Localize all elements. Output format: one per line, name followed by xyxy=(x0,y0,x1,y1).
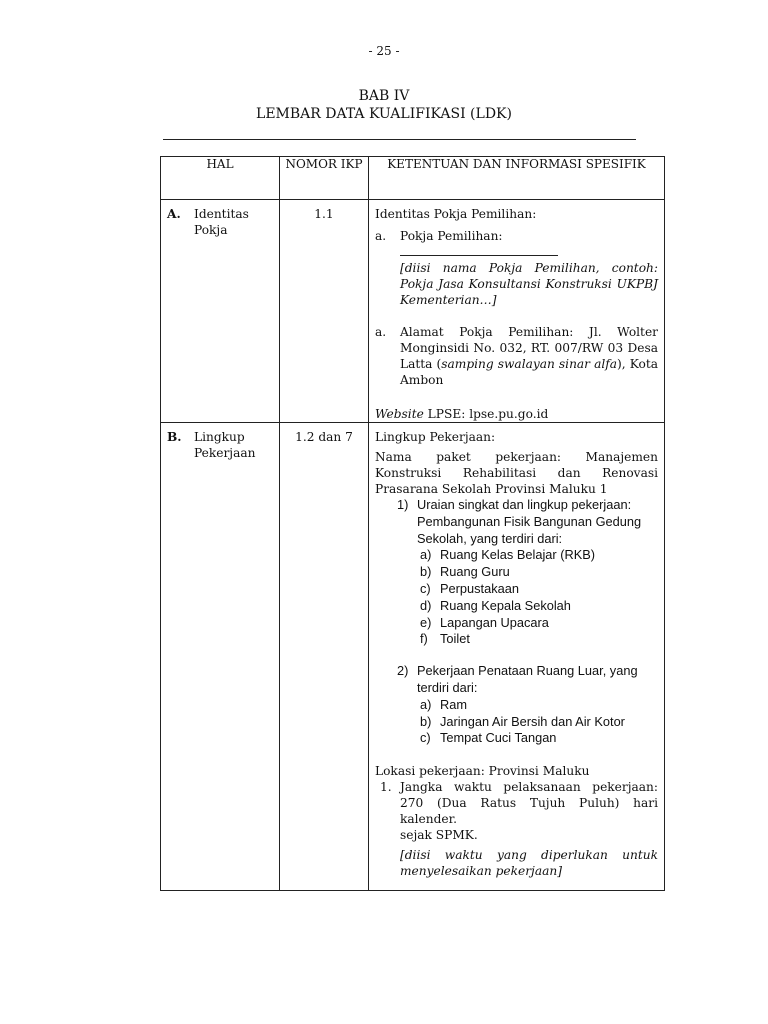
uraian-item-text: Ruang Guru xyxy=(440,564,510,580)
table-header-row xyxy=(161,157,665,200)
penataan-item-text: Jaringan Air Bersih dan Air Kotor xyxy=(440,713,625,729)
uraian-list-item xyxy=(420,547,658,564)
uraian-item xyxy=(397,497,658,547)
website-value: LPSE: lpse.pu.go.id xyxy=(423,407,549,421)
penataan-list-item xyxy=(420,714,658,731)
uraian-list-item xyxy=(420,598,658,615)
jangka-sejak: sejak SPMK. xyxy=(400,828,478,843)
alamat-item xyxy=(375,324,658,388)
penataan-item-text: Ram xyxy=(440,696,468,712)
header-hal: HAL xyxy=(161,157,280,200)
uraian-block xyxy=(375,497,658,648)
pokja-label: Pokja Pemilihan: xyxy=(400,229,503,243)
uraian-item-text: Perpustakaan xyxy=(440,580,519,596)
penataan-list xyxy=(375,697,658,747)
alamat-text-pre: Alamat Pokja Pemilihan: Jl. Wolter Monginsidi No. 032, RT. 007/RW 03 Desa Latta ( xyxy=(400,325,658,371)
uraian-list-item xyxy=(420,564,658,581)
lingkup-intro: Lingkup Pekerjaan: xyxy=(375,430,496,444)
table-row-identitas xyxy=(161,200,665,423)
penataan-item-marker: b) xyxy=(420,713,432,729)
alamat-landmark: samping swalayan sinar alfa xyxy=(441,357,618,371)
penataan-block xyxy=(375,663,658,747)
header-nomor-ikp: NOMOR IKP xyxy=(280,157,369,200)
uraian-item-text: Ruang Kelas Belajar (RKB) xyxy=(440,547,596,563)
penataan-item-marker: c) xyxy=(420,730,431,746)
website-line xyxy=(375,406,658,422)
row-letter-b: B. xyxy=(167,430,182,444)
uraian-marker: 1) xyxy=(397,497,409,512)
pokja-blank-line xyxy=(400,244,558,256)
penataan-list-item xyxy=(420,697,658,714)
alamat-marker: a. xyxy=(375,325,387,339)
hal-cell-a xyxy=(161,200,280,423)
uraian-list-item xyxy=(420,581,658,598)
pokja-hint: [diisi nama Pokja Pemilihan, contoh: Pokja Jasa Konsultansi Konstruksi UKPBJ Kementerian…] xyxy=(400,261,658,307)
penataan-list-item xyxy=(420,730,658,747)
jangka-text: Jangka waktu pelaksanaan pekerjaan: 270 (Dua Ratus Tujuh Puluh) hari kalender. xyxy=(400,780,658,827)
title-divider xyxy=(163,139,636,140)
row-title-b: Lingkup Pekerjaan xyxy=(194,430,256,460)
ikp-value-a: 1.1 xyxy=(314,207,334,221)
penataan-item xyxy=(397,663,658,697)
penataan-text: Pekerjaan Penataan Ruang Luar, yang terdiri dari: xyxy=(417,663,638,695)
ikp-cell-a xyxy=(280,200,369,423)
uraian-text: Uraian singkat dan lingkup pekerjaan: Pembangunan Fisik Bangunan Gedung Sekolah, yang terdiri dari: xyxy=(417,497,642,546)
penataan-marker: 2) xyxy=(397,663,409,679)
ldk-table xyxy=(160,156,665,891)
uraian-item-text: Ruang Kepala Sekolah xyxy=(440,597,571,613)
uraian-item-marker: b) xyxy=(420,564,432,580)
ket-cell-b xyxy=(369,423,665,891)
pokja-marker: a. xyxy=(375,229,387,243)
section-title: LEMBAR DATA KUALIFIKASI (LDK) xyxy=(256,106,512,122)
penataan-item-marker: a) xyxy=(420,696,432,712)
jangka-item xyxy=(380,779,658,879)
penataan-item-text: Tempat Cuci Tangan xyxy=(440,730,557,746)
chapter-title: BAB IV xyxy=(358,88,410,104)
table-row-lingkup xyxy=(161,423,665,891)
nama-paket: Nama paket pekerjaan: Manajemen Konstruksi Rehabilitasi dan Renovasi Prasarana Sekolah Provinsi Maluku 1 xyxy=(375,450,658,496)
header-ketentuan: KETENTUAN DAN INFORMASI SPESIFIK xyxy=(369,157,665,200)
uraian-item-marker: e) xyxy=(420,614,432,630)
alamat-text xyxy=(400,324,658,388)
jangka-hint: [diisi waktu yang diperlukan untuk menyelesaikan pekerjaan] xyxy=(400,848,658,879)
uraian-list-item xyxy=(420,631,658,648)
ikp-value-b: 1.2 dan 7 xyxy=(295,430,353,444)
uraian-list-item xyxy=(420,615,658,632)
uraian-item-marker: f) xyxy=(420,631,428,647)
uraian-item-marker: d) xyxy=(420,597,432,613)
website-label: Website xyxy=(375,407,424,421)
row-letter-a: A. xyxy=(167,207,181,221)
uraian-item-text: Lapangan Upacara xyxy=(440,614,549,630)
ket-cell-a xyxy=(369,200,665,423)
row-title-a: Identitas Pokja xyxy=(194,207,249,237)
jangka-marker: 1. xyxy=(380,780,392,795)
identitas-intro: Identitas Pokja Pemilihan: xyxy=(375,207,537,221)
lokasi-text: Lokasi pekerjaan: Provinsi Maluku xyxy=(375,764,590,779)
uraian-list xyxy=(375,547,658,648)
uraian-item-marker: a) xyxy=(420,547,432,563)
page-number: - 25 - xyxy=(368,44,400,58)
ikp-cell-b xyxy=(280,423,369,891)
uraian-item-text: Toilet xyxy=(440,631,470,647)
alamat-text-post: ), Kota Ambon xyxy=(400,357,658,387)
uraian-item-marker: c) xyxy=(420,580,431,596)
hal-cell-b xyxy=(161,423,280,891)
pokja-item xyxy=(375,228,658,308)
